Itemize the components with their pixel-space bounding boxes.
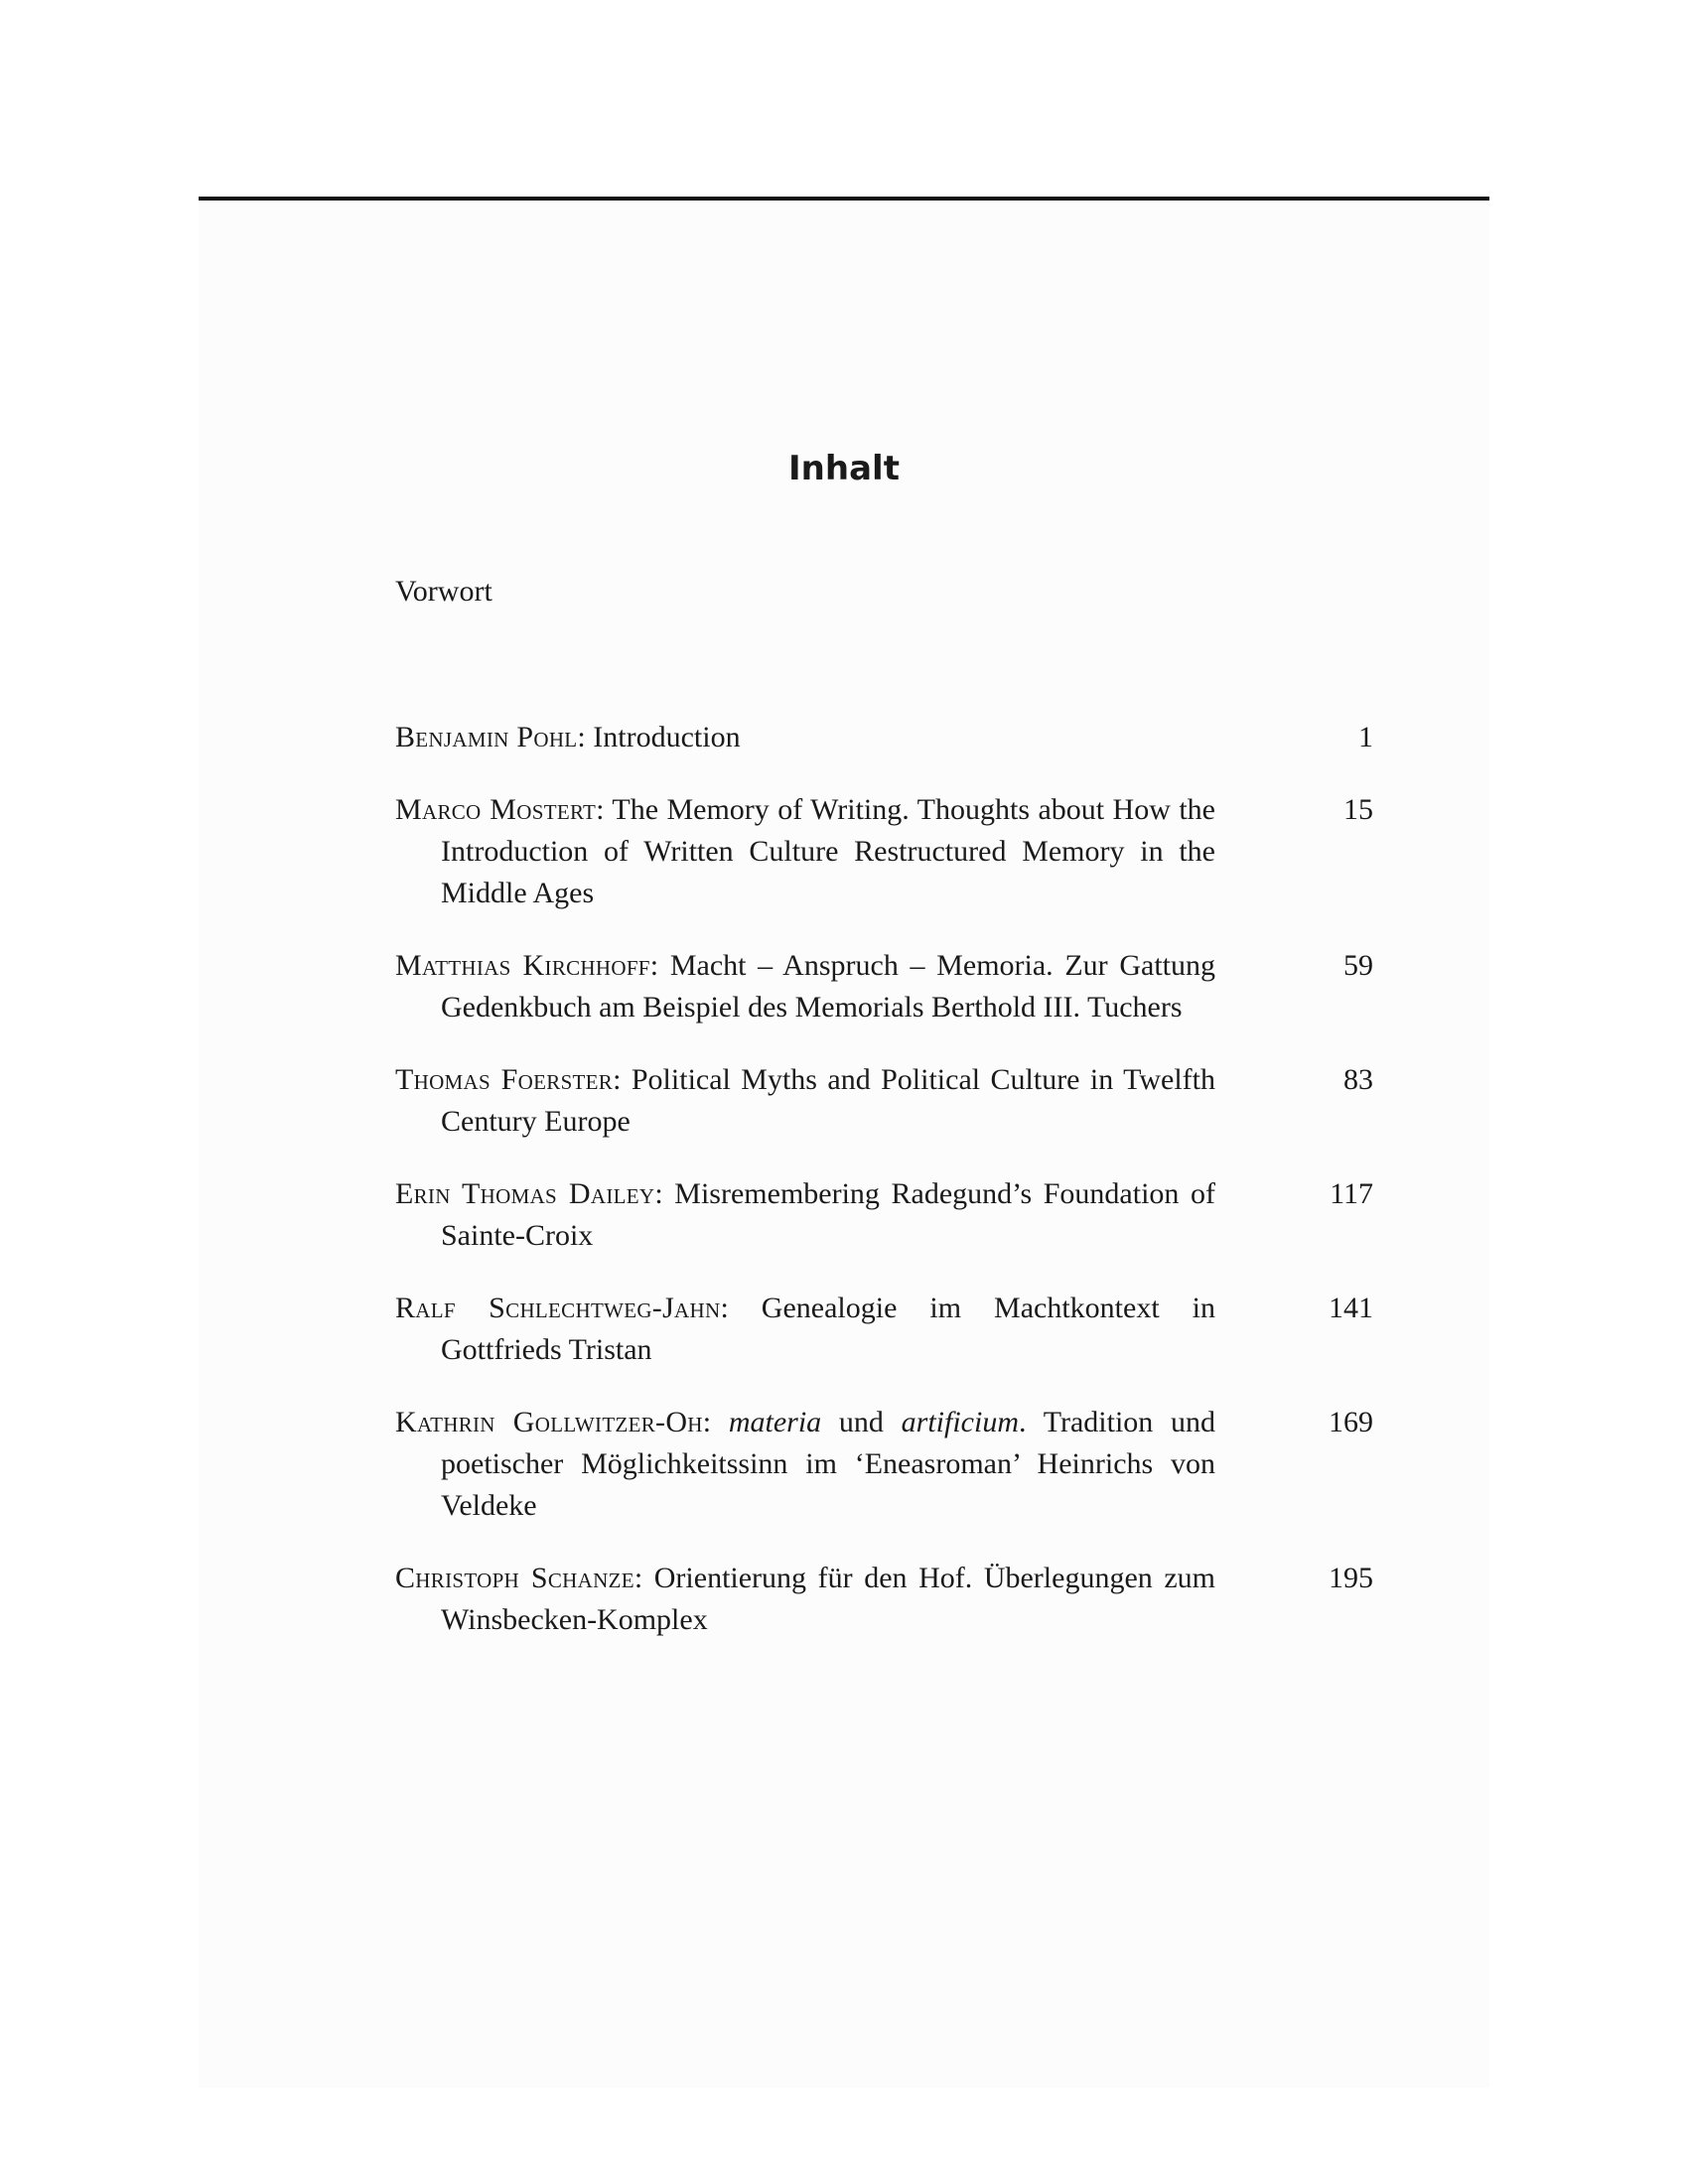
toc-entry <box>395 1288 1373 1371</box>
toc-title-italic: artificium <box>901 1406 1020 1438</box>
toc-page-number: 59 <box>1343 949 1373 982</box>
toc-entry <box>395 945 1373 1028</box>
toc-page-number: 117 <box>1330 1177 1373 1210</box>
toc-title: Macht – Anspruch – Memoria. Zur Gattung Gedenkbuch am Beispiel des Memorials Berthold III. Tuchers <box>441 949 1216 1024</box>
table-of-contents <box>395 717 1373 1672</box>
toc-entry <box>395 1558 1373 1641</box>
toc-author: Christoph Schanze <box>395 1562 634 1594</box>
toc-entry-text: Christoph Schanze: Orientierung für den Hof. Überlegungen zum Winsbecken-Komplex <box>395 1562 1215 1636</box>
toc-entry <box>395 789 1373 914</box>
toc-entry <box>395 1059 1373 1143</box>
toc-entry-text: Kathrin Gollwitzer-Oh: materia und artificium. Tradition und poetischer Möglichkeitssinn im ‘Eneasroman’ Heinrichs von Veldeke <box>395 1406 1216 1522</box>
page-title: Inhalt <box>788 449 900 488</box>
toc-entry <box>395 717 1373 758</box>
toc-title: Misremembering Radegund’s Foundation of Sainte-Croix <box>441 1177 1215 1252</box>
toc-entry <box>395 1173 1373 1257</box>
toc-entry <box>395 1402 1373 1527</box>
toc-author: Thomas Foerster <box>395 1063 614 1096</box>
toc-author: Matthias Kirchhoff <box>395 949 650 982</box>
toc-title: Orientierung für den Hof. Überlegungen zum Winsbecken-Komplex <box>441 1562 1215 1636</box>
toc-page-number: 1 <box>1358 721 1373 753</box>
toc-author: Erin Thomas Dailey <box>395 1177 655 1210</box>
toc-entry-text: Benjamin Pohl: Introduction <box>395 721 741 753</box>
toc-title: Introduction <box>593 721 741 753</box>
toc-title: Genealogie im Machtkontext in Gottfrieds Tristan <box>441 1292 1215 1366</box>
toc-entry-text: Erin Thomas Dailey: Misremembering Radegund’s Foundation of Sainte-Croix <box>395 1177 1215 1252</box>
toc-title-italic: materia <box>728 1406 822 1438</box>
toc-title: Political Myths and Political Culture in Twelfth Century Europe <box>441 1063 1215 1138</box>
foreword-entry: Vorwort <box>395 575 492 608</box>
toc-page-number: 141 <box>1329 1292 1373 1324</box>
toc-title: . Tradition und poetischer Möglichkeitssinn im ‘Eneasroman’ Heinrichs von Veldeke <box>441 1406 1216 1522</box>
toc-page-number: 169 <box>1329 1406 1373 1438</box>
toc-page-number: 83 <box>1343 1063 1373 1096</box>
toc-entry-text: Matthias Kirchhoff: Macht – Anspruch – Memoria. Zur Gattung Gedenkbuch am Beispiel des Memorials Berthold III. Tuchers <box>395 949 1216 1024</box>
toc-entry-text: Thomas Foerster: Political Myths and Political Culture in Twelfth Century Europe <box>395 1063 1215 1138</box>
toc-page-number: 195 <box>1329 1562 1373 1594</box>
toc-author: Kathrin Gollwitzer-Oh <box>395 1406 703 1438</box>
header-rule <box>199 197 1489 201</box>
toc-entry-text: Marco Mostert: The Memory of Writing. Thoughts about How the Introduction of Written Culture Restructured Memory in the Middle Ages <box>395 793 1215 909</box>
toc-title: und <box>838 1406 884 1438</box>
toc-title: The Memory of Writing. Thoughts about How the Introduction of Written Culture Restructured Memory in the Middle Ages <box>441 793 1215 909</box>
toc-entry-text: Ralf Schlechtweg-Jahn: Genealogie im Machtkontext in Gottfrieds Tristan <box>395 1292 1215 1366</box>
toc-author: Ralf Schlechtweg-Jahn <box>395 1292 721 1324</box>
toc-author: Benjamin Pohl <box>395 721 578 753</box>
toc-author: Marco Mostert <box>395 793 597 826</box>
toc-page-number: 15 <box>1343 793 1373 826</box>
